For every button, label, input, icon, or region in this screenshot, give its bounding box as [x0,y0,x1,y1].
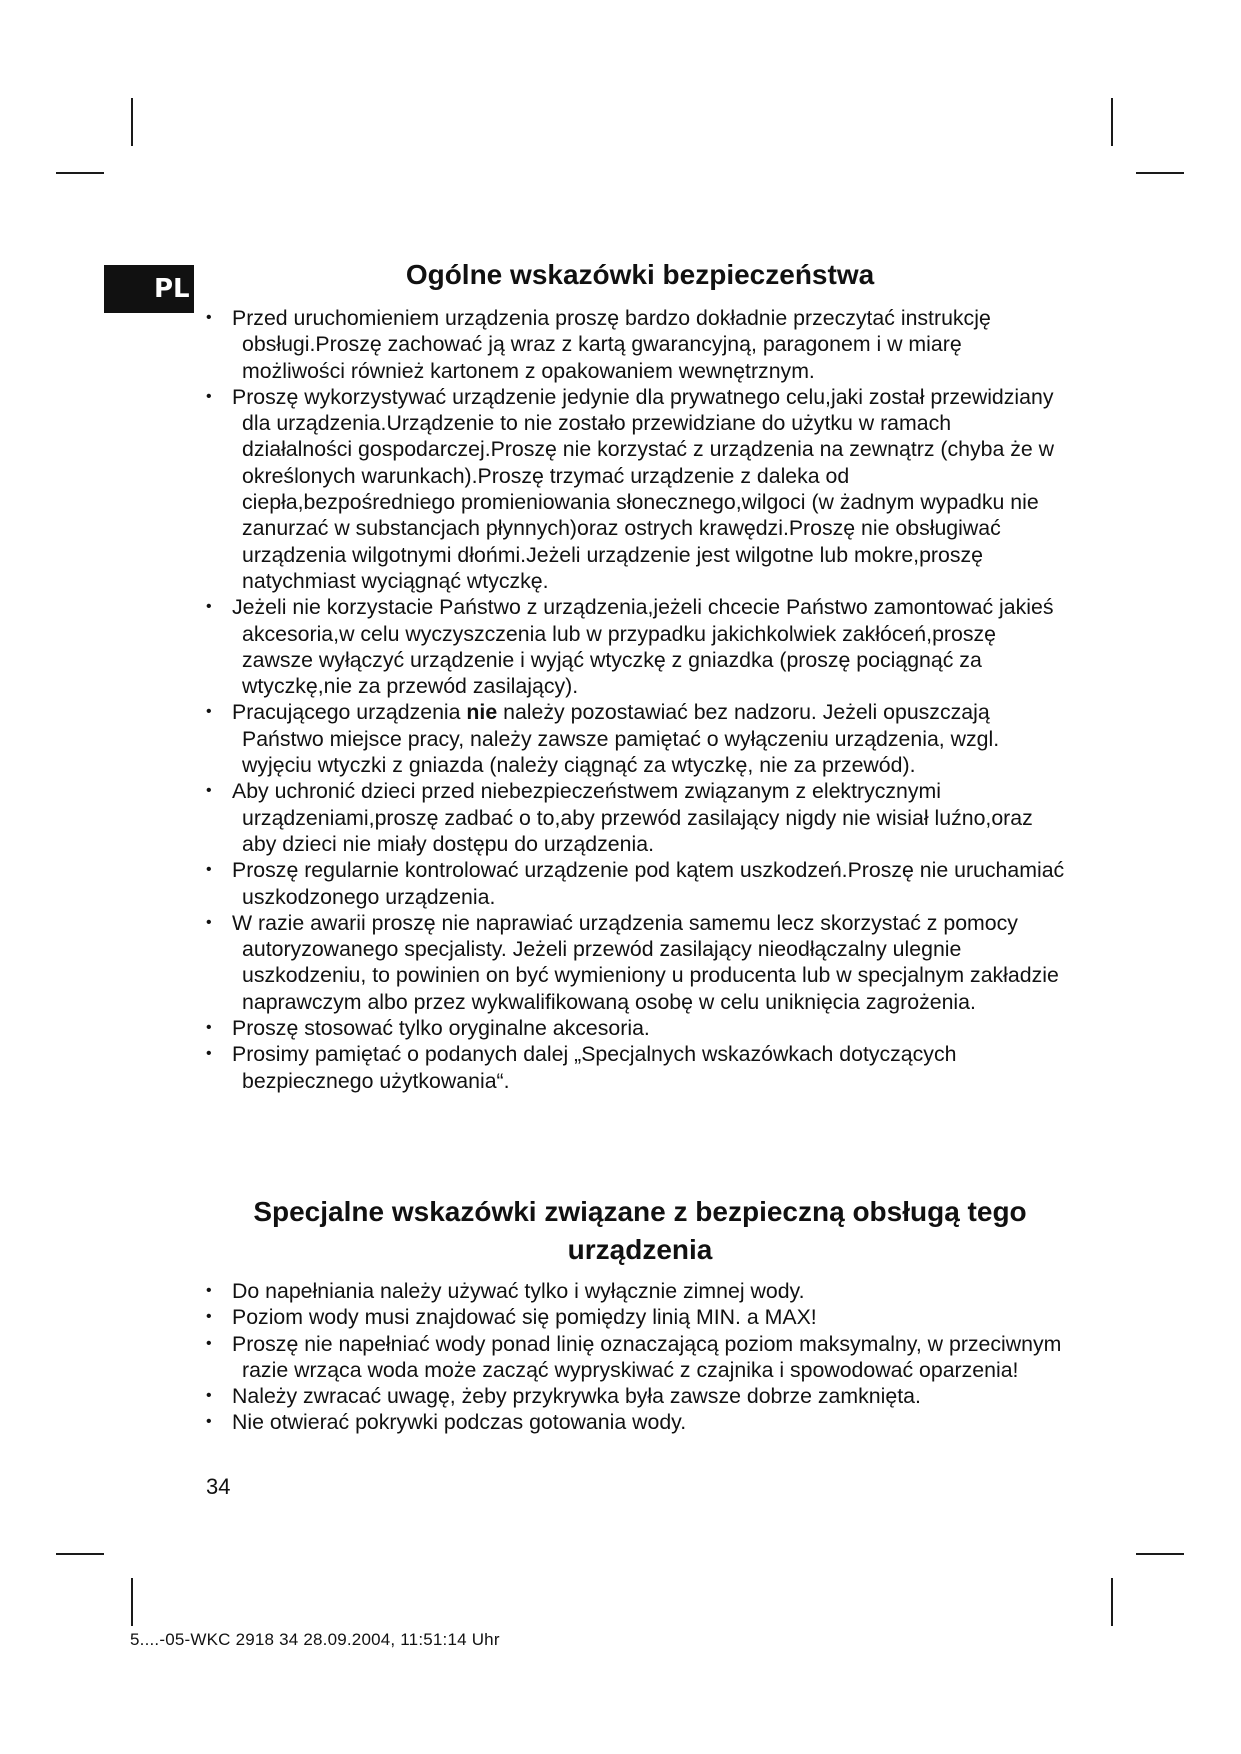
crop-mark [56,172,104,174]
crop-mark [1136,172,1184,174]
list-item: • Należy zwracać uwagę, żeby przykrywka była zawsze dobrze zamknięta. [206,1383,1066,1409]
list-item: • Proszę nie napełniać wody ponad linię oznaczającą poziom maksymalny, w przeciwnym razie wrząca woda może zacząć wypryskiwać z czajnika i spowodować oparzenia! [206,1331,1066,1384]
crop-mark [56,1553,104,1555]
list-item: • Proszę regularnie kontrolować urządzenie pod kątem uszkodzeń.Proszę nie uruchamiać uszkodzonego urządzenia. [206,857,1066,910]
section-title-special-safety: Specjalne wskazówki związane z bezpieczną obsługą tego urządzenia [253,1196,1027,1265]
list-item: • Jeżeli nie korzystacie Państwo z urządzenia,jeżeli chcecie Państwo zamontować jakieś akcesoria,w celu wyczyszczenia lub w przypadku jakichkolwiek zakłóceń,proszę zawsze wyłączyć urządzenie i wyjąć wtyczkę z gniazdka (proszę pociągnąć za wtyczkę,nie za przewód zasilający). [206,594,1066,699]
general-safety-list [206,305,1066,1094]
crop-mark [131,98,133,146]
crop-mark [1136,1553,1184,1555]
section-title-general-safety: Ogólne wskazówki bezpieczeństwa [405,259,875,290]
list-item: • Przed uruchomieniem urządzenia proszę bardzo dokładnie przeczytać instrukcję obsługi.Proszę zachować ją wraz z kartą gwarancyjną, paragonem i w miarę możliwości również kartonem z opakowaniem wewnętrznym. [206,305,1066,384]
list-item: • Aby uchronić dzieci przed niebezpieczeństwem związanym z elektrycznymi urządzeniami,proszę zadbać o to,aby przewód zasilający nigdy nie wisiał luźno,oraz aby dzieci nie miały dostępu do urządzenia. [206,778,1066,857]
list-item: • Poziom wody musi znajdować się pomiędzy linią MIN. a MAX! [206,1304,1066,1330]
list-item: • Do napełniania należy używać tylko i wyłącznie zimnej wody. [206,1278,1066,1304]
list-item: • Prosimy pamiętać o podanych dalej „Specjalnych wskazówkach dotyczących bezpiecznego użytkowania“. [206,1041,1066,1094]
list-item: • Pracującego urządzenia nie należy pozostawiać bez nadzoru. Jeżeli opuszczają Państwo miejsce pracy, należy zawsze pamiętać o wyłączeniu urządzenia, wzgl. wyjęciu wtyczki z gniazda (należy ciągnąć za wtyczkę, nie za przewód). [206,699,1066,778]
page-number: 34 [206,1474,231,1499]
emphasis-nie: nie [466,700,498,725]
print-footer: 5....-05-WKC 2918 34 28.09.2004, 11:51:14 Uhr [130,1630,500,1649]
list-item: • Nie otwierać pokrywki podczas gotowania wody. [206,1409,1066,1435]
language-tab: PL [104,265,194,313]
list-item: • Proszę wykorzystywać urządzenie jedynie dla prywatnego celu,jaki został przewidziany dla urządzenia.Urządzenie to nie zostało przewidziane do użytku w ramach działalności gospodarczej.Proszę nie korzystać z urządzenia na zewnątrz (chyba że w określonych warunkach).Proszę trzymać urządzenie z daleka od ciepła,bezpośredniego promieniowania słonecznego,wilgoci (w żadnym wypadku nie zanurzać w substancjach płynnych)oraz ostrych krawędzi.Proszę nie obsługiwać urządzenia wilgotnymi dłońmi.Jeżeli urządzenie jest wilgotne lub mokre,proszę natychmiast wyciągnąć wtyczkę. [206,384,1066,594]
special-safety-list [206,1278,1066,1436]
list-item: • Proszę stosować tylko oryginalne akcesoria. [206,1015,1066,1041]
crop-mark [131,1578,133,1626]
crop-mark [1111,98,1113,146]
list-item: • W razie awarii proszę nie naprawiać urządzenia samemu lecz skorzystać z pomocy autoryzowanego specjalisty. Jeżeli przewód zasilający nieodłączalny ulegnie uszkodzeniu, to powinien on być wymieniony u producenta lub w specjalnym zakładzie naprawczym albo przez wykwalifikowaną osobę w celu uniknięcia zagrożenia. [206,910,1066,1015]
crop-mark [1111,1578,1113,1626]
